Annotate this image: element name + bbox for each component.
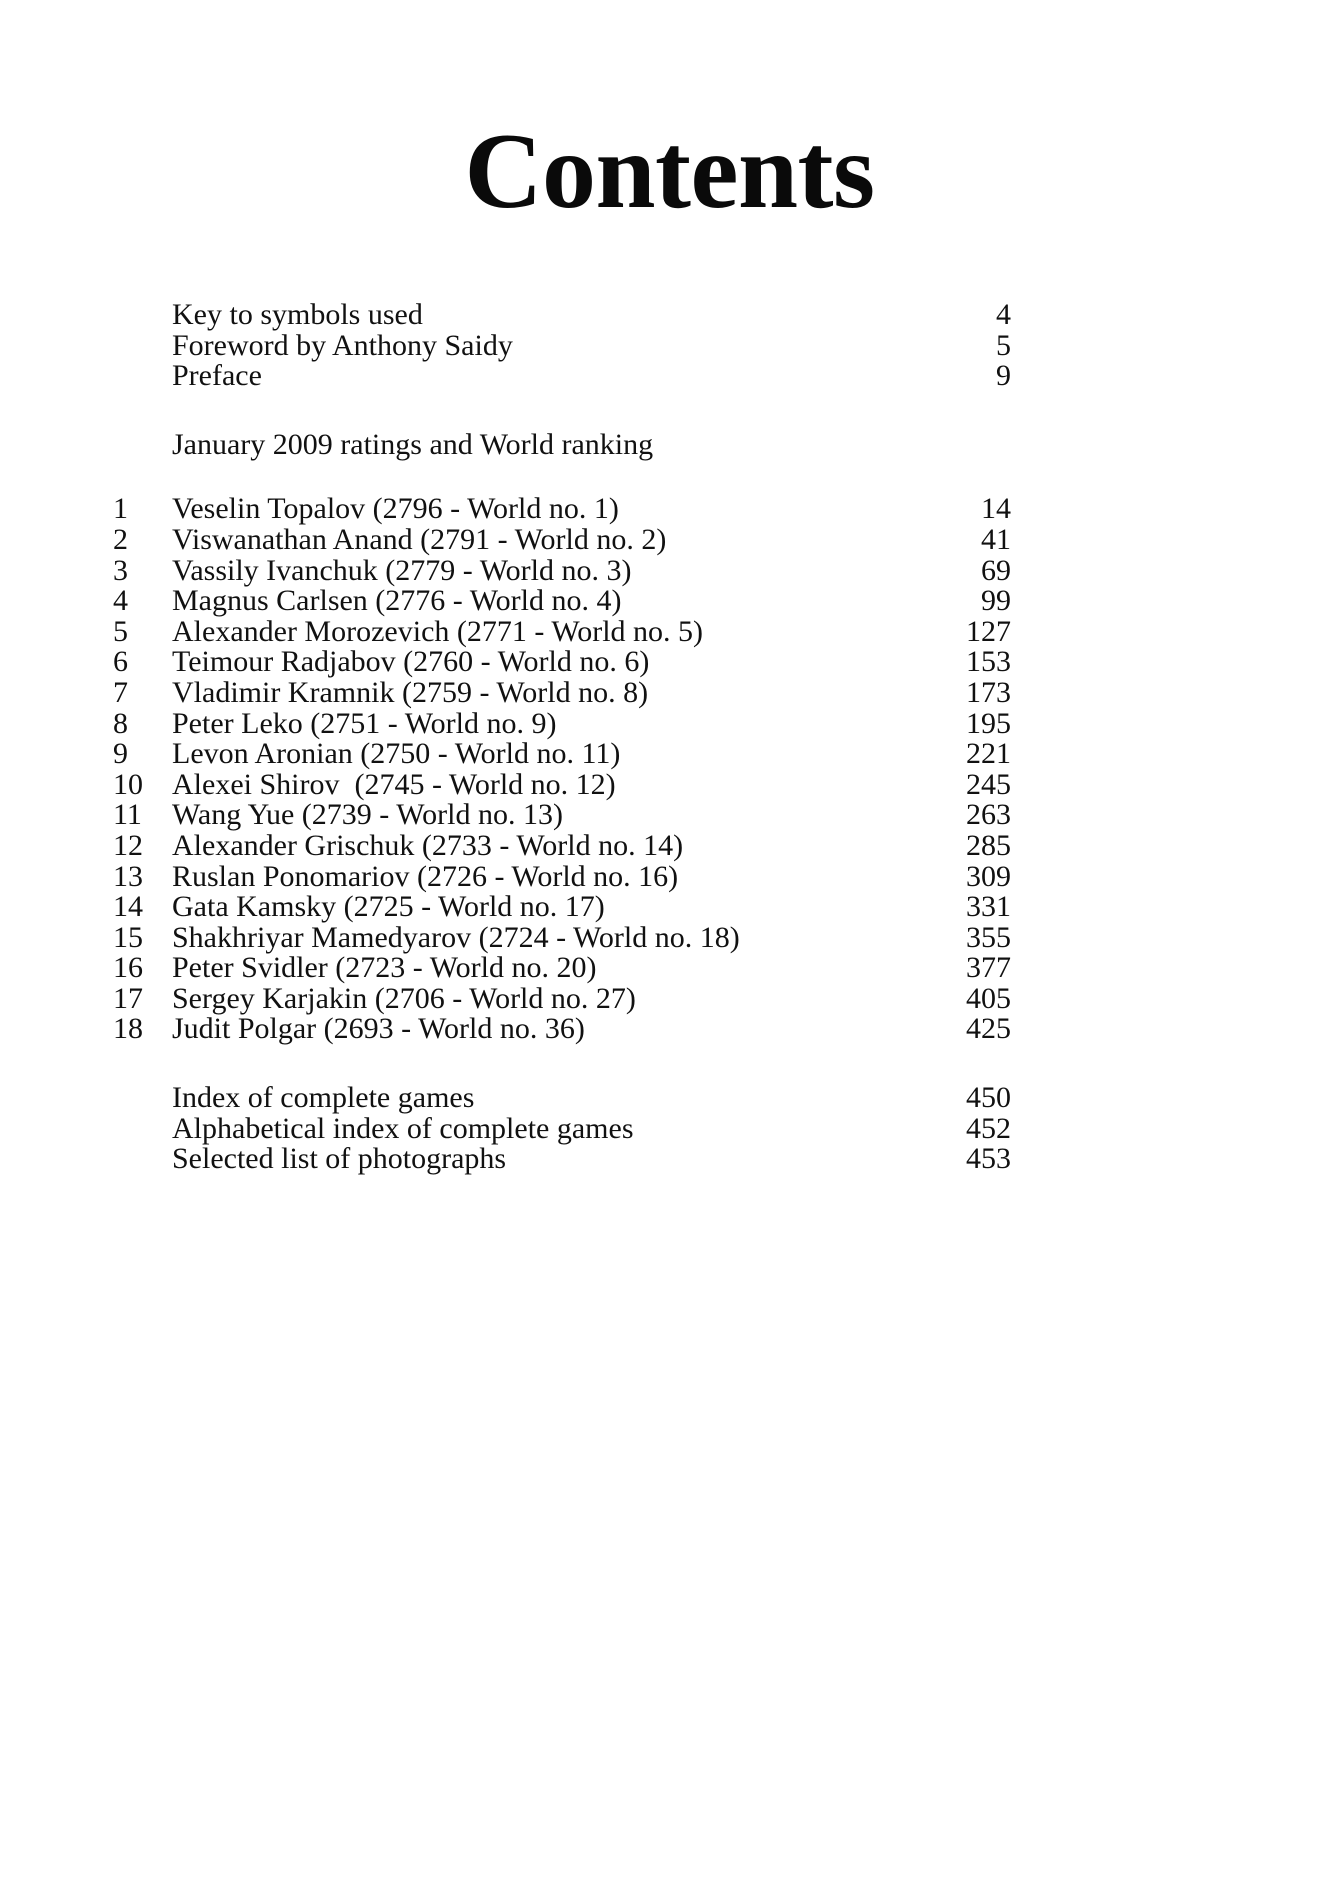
- table-of-contents: [113, 300, 1033, 1175]
- toc-entry-label: Teimour Radjabov (2760 - World no. 6): [172, 645, 650, 679]
- toc-entry-page: 263: [966, 798, 1011, 832]
- toc-entry-chapter[interactable]: [113, 706, 1033, 740]
- chapter-number: 9: [113, 737, 128, 771]
- chapter-number: 8: [113, 706, 128, 740]
- chapter-number: 7: [113, 675, 128, 709]
- toc-entry-label: Alexei Shirov (2745 - World no. 12): [172, 767, 616, 801]
- toc-entry-label: Alexander Grischuk (2733 - World no. 14): [172, 828, 684, 862]
- toc-entry-page: 425: [966, 1012, 1011, 1046]
- chapter-number: 13: [113, 859, 143, 893]
- back-matter-list: [113, 1083, 1033, 1175]
- toc-entry-page: 127: [966, 614, 1011, 648]
- toc-entry-chapter[interactable]: [113, 800, 1033, 831]
- chapter-number: 10: [113, 767, 143, 801]
- chapter-number: 6: [113, 645, 128, 679]
- toc-entry-page: 355: [966, 920, 1011, 954]
- toc-entry-front[interactable]: [113, 328, 1033, 362]
- toc-entry-label: Gata Kamsky (2725 - World no. 17): [172, 890, 605, 924]
- toc-entry-chapter[interactable]: [113, 859, 1033, 893]
- toc-entry-chapter[interactable]: [113, 553, 1033, 587]
- toc-entry-chapter[interactable]: [113, 739, 1033, 770]
- toc-entry-label: Judit Polgar (2693 - World no. 36): [172, 1012, 585, 1046]
- toc-entry-page: 450: [966, 1081, 1011, 1115]
- toc-entry-chapter[interactable]: [113, 920, 1033, 954]
- toc-entry-label: Wang Yue (2739 - World no. 13): [172, 798, 563, 832]
- spacer: [113, 392, 1033, 430]
- chapter-number: 3: [113, 553, 128, 587]
- chapter-number: 17: [113, 981, 143, 1015]
- ratings-section-heading: January 2009 ratings and World ranking: [172, 427, 654, 461]
- toc-entry-page: 221: [966, 737, 1011, 771]
- toc-entry-chapter[interactable]: [113, 892, 1033, 923]
- toc-entry-chapter[interactable]: [113, 494, 1033, 525]
- toc-entry-chapter[interactable]: [113, 828, 1033, 862]
- toc-entry-front[interactable]: [113, 300, 1033, 331]
- toc-entry-chapter[interactable]: [113, 981, 1033, 1015]
- toc-entry-label: Alphabetical index of complete games: [172, 1111, 634, 1145]
- page-title: Contents: [464, 112, 875, 231]
- toc-entry-page: 245: [966, 767, 1011, 801]
- toc-entry-label: Foreword by Anthony Saidy: [172, 328, 513, 362]
- toc-entry-label: Selected list of photographs: [172, 1142, 507, 1176]
- toc-entry-page: 5: [996, 328, 1011, 362]
- toc-entry-page: 4: [996, 298, 1011, 331]
- chapter-number: 2: [113, 522, 128, 556]
- toc-entry-label: Key to symbols used: [172, 298, 423, 331]
- toc-entry-label: Veselin Topalov (2796 - World no. 1): [172, 492, 619, 526]
- toc-entry-label: Ruslan Ponomariov (2726 - World no. 16): [172, 859, 679, 893]
- toc-entry-chapter[interactable]: [113, 953, 1033, 984]
- toc-entry-label: Shakhriyar Mamedyarov (2724 - World no. 18): [172, 920, 740, 954]
- toc-entry-label: Vladimir Kramnik (2759 - World no. 8): [172, 675, 649, 709]
- toc-entry-label: Peter Leko (2751 - World no. 9): [172, 706, 557, 740]
- toc-entry-page: 41: [981, 522, 1011, 556]
- toc-entry-label: Index of complete games: [172, 1081, 475, 1115]
- toc-entry-back[interactable]: [113, 1083, 1033, 1114]
- toc-entry-label: Viswanathan Anand (2791 - World no. 2): [172, 522, 667, 556]
- chapter-number: 15: [113, 920, 143, 954]
- chapter-number: 5: [113, 614, 128, 648]
- front-matter-list: [113, 300, 1033, 392]
- toc-entry-chapter[interactable]: [113, 586, 1033, 617]
- toc-entry-page: 14: [981, 492, 1011, 526]
- toc-entry-chapter[interactable]: [113, 614, 1033, 648]
- toc-entry-page: 9: [996, 359, 1011, 393]
- toc-entry-chapter[interactable]: [113, 767, 1033, 801]
- chapter-number: 14: [113, 890, 143, 924]
- toc-entry-page: 285: [966, 828, 1011, 862]
- toc-entry-chapter[interactable]: [113, 675, 1033, 709]
- chapter-number: 12: [113, 828, 143, 862]
- toc-entry-chapter[interactable]: [113, 1014, 1033, 1045]
- chapter-number: 1: [113, 492, 128, 526]
- toc-entry-page: 309: [966, 859, 1011, 893]
- toc-entry-back[interactable]: [113, 1144, 1033, 1175]
- spacer: [113, 1045, 1033, 1083]
- chapter-list: [113, 494, 1033, 1045]
- chapter-number: 4: [113, 584, 128, 618]
- toc-entry-chapter[interactable]: [113, 647, 1033, 678]
- toc-entry-page: 173: [966, 675, 1011, 709]
- toc-entry-label: Peter Svidler (2723 - World no. 20): [172, 951, 597, 985]
- toc-entry-page: 452: [966, 1111, 1011, 1145]
- toc-entry-page: 69: [981, 553, 1011, 587]
- chapter-number: 18: [113, 1012, 143, 1046]
- toc-entry-page: 195: [966, 706, 1011, 740]
- toc-entry-page: 99: [981, 584, 1011, 618]
- toc-entry-label: Alexander Morozevich (2771 - World no. 5): [172, 614, 704, 648]
- toc-entry-front[interactable]: [113, 361, 1033, 392]
- toc-entry-page: 153: [966, 645, 1011, 679]
- toc-entry-page: 331: [966, 890, 1011, 924]
- toc-entry-chapter[interactable]: [113, 522, 1033, 556]
- toc-entry-page: 405: [966, 981, 1011, 1015]
- toc-entry-label: Sergey Karjakin (2706 - World no. 27): [172, 981, 636, 1015]
- toc-entry-label: Magnus Carlsen (2776 - World no. 4): [172, 584, 622, 618]
- toc-entry-label: Preface: [172, 359, 262, 393]
- chapter-number: 11: [113, 798, 142, 832]
- spacer: [113, 460, 1033, 494]
- toc-entry-page: 453: [966, 1142, 1011, 1176]
- chapter-number: 16: [113, 951, 143, 985]
- toc-entry-page: 377: [966, 951, 1011, 985]
- toc-entry-back[interactable]: [113, 1111, 1033, 1145]
- toc-entry-label: Levon Aronian (2750 - World no. 11): [172, 737, 621, 771]
- toc-entry-label: Vassily Ivanchuk (2779 - World no. 3): [172, 553, 632, 587]
